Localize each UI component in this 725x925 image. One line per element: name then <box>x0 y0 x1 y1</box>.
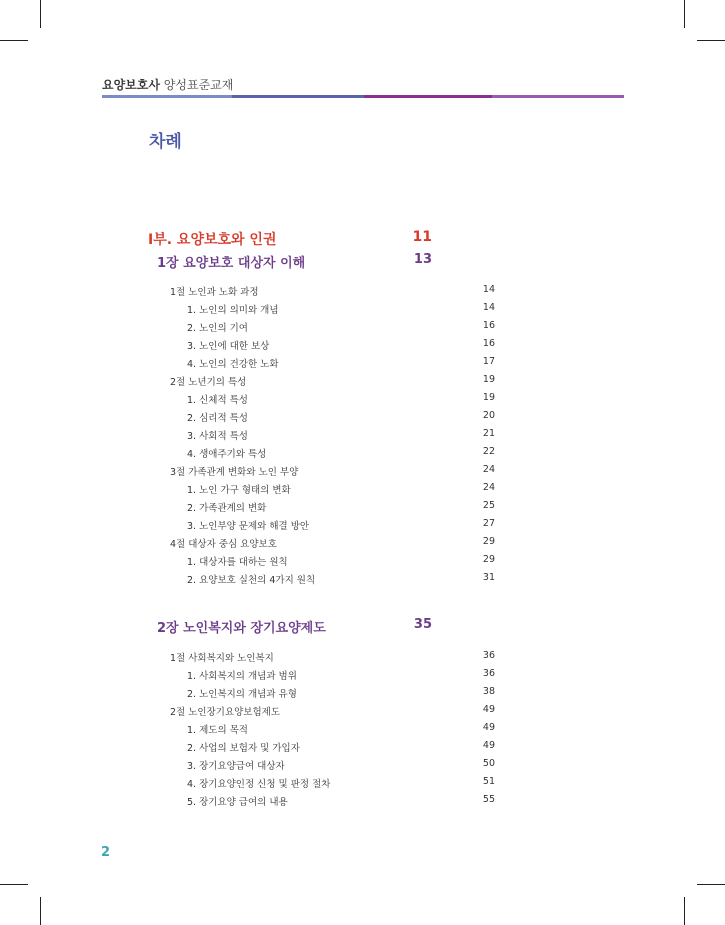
chapter-label: 1장 요양보호 대상자 이해 <box>157 256 306 271</box>
toc-subsection <box>187 776 495 790</box>
toc-entry-page: 14 <box>482 284 495 295</box>
toc-subsection <box>187 518 495 532</box>
toc-entry-page: 19 <box>482 374 495 385</box>
toc-section <box>170 650 495 664</box>
header-title-bold: 요양보호사 <box>102 78 160 92</box>
toc-subsection <box>187 320 495 334</box>
toc-entry-text: 1. 대상자를 대하는 원칙 <box>187 557 288 568</box>
toc-entry-page: 29 <box>482 536 495 547</box>
toc-entry-text: 3. 노인에 대한 보상 <box>187 341 270 352</box>
toc-subsection <box>187 410 495 424</box>
crop-mark <box>0 884 28 885</box>
toc-entry-page: 16 <box>482 320 495 331</box>
toc-subsection <box>187 392 495 406</box>
toc-entry-text: 3절 가족관계 변화와 노인 부양 <box>170 467 299 478</box>
toc-entry-page: 27 <box>482 518 495 529</box>
toc-entry-text: 1. 신체적 특성 <box>187 395 248 406</box>
toc-entry-page: 51 <box>482 776 495 787</box>
toc-subsection <box>187 356 495 370</box>
toc-entry-text: 1절 노인과 노화 과정 <box>170 287 259 298</box>
chapter-label: 2장 노인복지와 장기요양제도 <box>157 621 326 636</box>
toc-subsection <box>187 740 495 754</box>
toc-entry-page: 29 <box>482 554 495 565</box>
toc-entry-page: 55 <box>482 794 495 805</box>
toc-entry-page: 24 <box>482 482 495 493</box>
toc-entry-text: 3. 장기요양급여 대상자 <box>187 761 285 772</box>
toc-subsection <box>187 686 495 700</box>
toc-entry-text: 4절 대상자 중심 요양보호 <box>170 539 277 550</box>
toc-subsection <box>187 446 495 460</box>
toc-subsection <box>187 758 495 772</box>
toc-entry-text: 4. 장기요양인정 신청 및 판정 절차 <box>187 779 331 790</box>
toc-entry-text: 5. 장기요양 급여의 내용 <box>187 797 288 808</box>
toc-entry-page: 36 <box>482 668 495 679</box>
crop-mark <box>40 897 41 925</box>
page-number: 2 <box>101 845 111 860</box>
toc-entry-text: 1. 노인 가구 형태의 변화 <box>187 485 291 496</box>
toc-entry-page: 22 <box>482 446 495 457</box>
toc-subsection <box>187 302 495 316</box>
toc-entry-page: 16 <box>482 338 495 349</box>
toc-section <box>170 704 495 718</box>
chapter-page: 13 <box>413 252 432 267</box>
toc-entry-page: 14 <box>482 302 495 313</box>
crop-mark <box>684 897 685 925</box>
toc-entry-page: 17 <box>482 356 495 367</box>
toc-entry-page: 50 <box>482 758 495 769</box>
toc-entry-text: 2. 노인복지의 개념과 유형 <box>187 689 297 700</box>
toc-entry-text: 2절 노인장기요양보험제도 <box>170 707 281 718</box>
toc-entry-text: 3. 사회적 특성 <box>187 431 248 442</box>
toc-title: 차례 <box>149 132 182 152</box>
toc-entry-page: 49 <box>482 740 495 751</box>
toc-entry-text: 2. 사업의 보험자 및 가입자 <box>187 743 300 754</box>
toc-subsection <box>187 500 495 514</box>
crop-mark <box>684 0 685 28</box>
crop-mark <box>40 0 41 28</box>
toc-subsection <box>187 722 495 736</box>
toc-subsection <box>187 668 495 682</box>
toc-section <box>170 374 495 388</box>
toc-entry-text: 4. 생애주기와 특성 <box>187 449 267 460</box>
toc-entry-page: 49 <box>482 722 495 733</box>
toc-entry-text: 2. 요양보호 실천의 4가지 원칙 <box>187 575 316 586</box>
toc-subsection <box>187 338 495 352</box>
toc-subsection <box>187 482 495 496</box>
crop-mark <box>697 884 725 885</box>
chapter-page: 35 <box>413 617 432 632</box>
part-heading <box>148 229 432 249</box>
toc-entry-text: 1. 제도의 목적 <box>187 725 248 736</box>
toc-entry-text: 4. 노인의 건강한 노화 <box>187 359 279 370</box>
toc-entry-page: 49 <box>482 704 495 715</box>
part-page: 11 <box>412 229 432 245</box>
toc-entry-text: 2절 노년기의 특성 <box>170 377 247 388</box>
toc-entry-page: 19 <box>482 392 495 403</box>
toc-section <box>170 284 495 298</box>
part-label: Ⅰ부. 요양보호와 인권 <box>148 232 277 248</box>
toc-entry-page: 38 <box>482 686 495 697</box>
toc-section <box>170 536 495 550</box>
toc-section <box>170 464 495 478</box>
toc-entry-page: 36 <box>482 650 495 661</box>
header-title-sub: 양성표준교재 <box>163 78 234 92</box>
crop-mark <box>697 40 725 41</box>
toc-entry-text: 1절 사회복지와 노인복지 <box>170 653 274 664</box>
toc-subsection <box>187 572 495 586</box>
toc-entry-text: 2. 노인의 기여 <box>187 323 248 334</box>
toc-entry-page: 25 <box>482 500 495 511</box>
toc-entry-text: 1. 노인의 의미와 개념 <box>187 305 279 316</box>
header-divider <box>102 95 624 98</box>
running-header <box>102 76 233 93</box>
toc-entry-text: 3. 노인부양 문제와 해결 방안 <box>187 521 310 532</box>
toc-entry-page: 21 <box>482 428 495 439</box>
toc-subsection <box>187 794 495 808</box>
toc-entry-text: 2. 가족관계의 변화 <box>187 503 267 514</box>
crop-mark <box>0 40 28 41</box>
toc-entry-page: 24 <box>482 464 495 475</box>
chapter-heading <box>157 252 432 271</box>
chapter-heading <box>157 617 432 636</box>
toc-entry-page: 20 <box>482 410 495 421</box>
toc-entry-text: 2. 심리적 특성 <box>187 413 248 424</box>
toc-subsection <box>187 554 495 568</box>
toc-entry-text: 1. 사회복지의 개념과 범위 <box>187 671 297 682</box>
toc-entry-page: 31 <box>482 572 495 583</box>
toc-subsection <box>187 428 495 442</box>
